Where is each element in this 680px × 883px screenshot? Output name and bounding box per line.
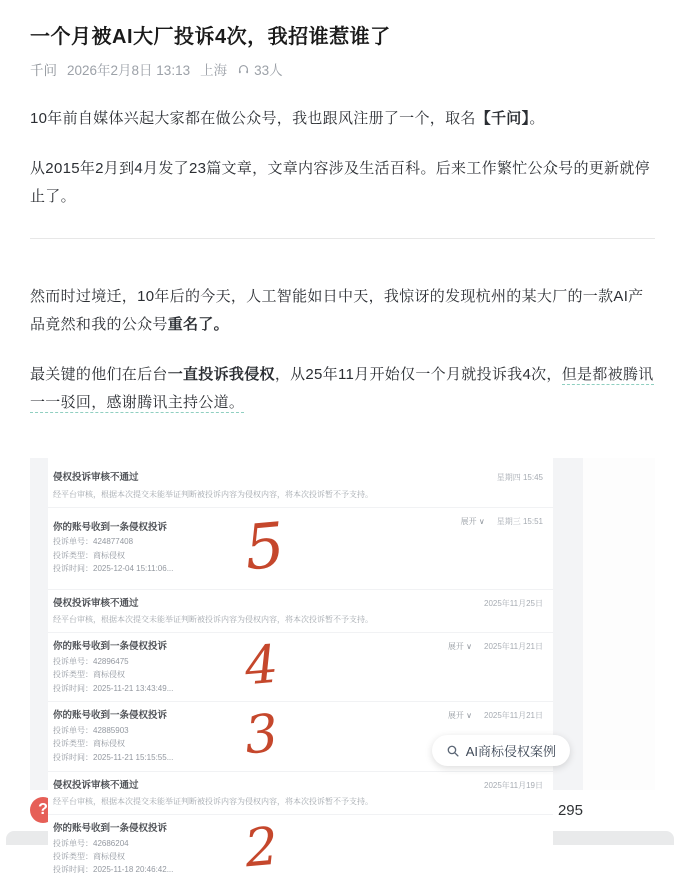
notification-title: 你的账号收到一条侵权投诉 (53, 521, 168, 533)
notification-complaint (48, 632, 553, 701)
article-meta (30, 59, 655, 79)
headphone-icon (237, 63, 250, 76)
bold-text: 重名了。 (167, 316, 229, 333)
notification-complaint (48, 814, 553, 883)
notification-desc: 经平台审核，根据本次提交未能举证判断被投诉内容为侵权内容，将本次投诉暂不予支持。 (53, 796, 373, 806)
paragraph-1 (30, 105, 655, 133)
screenshot-left-gutter (30, 458, 48, 790)
handwritten-number-3: 3 (242, 704, 281, 767)
notification-reject (48, 589, 553, 632)
paragraph-3 (30, 283, 655, 339)
complaint-number: 投诉单号：424877408 (53, 537, 134, 547)
notification-desc: 经平台审核，根据本次提交未能举证判断被投诉内容为侵权内容，将本次投诉暂不予支持。 (53, 489, 373, 499)
author-name[interactable]: 千问 (30, 63, 57, 78)
publish-location: 上海 (200, 63, 228, 78)
notification-title: 侵权投诉审核不通过 (53, 779, 139, 791)
complaint-type: 投诉类型：商标侵权 (53, 852, 125, 862)
complaint-time: 投诉时间：2025-11-21 13:43:49... (53, 683, 174, 693)
complaint-number: 投诉单号：42686204 (53, 838, 129, 848)
notification-desc: 经平台审核，根据本次提交未能举证判断被投诉内容为侵权内容，将本次投诉暂不予支持。 (53, 615, 373, 625)
paragraph-text: 10年前自媒体兴起大家都在做公众号，我也跟风注册了一个，取名 (30, 110, 476, 127)
complaint-type: 投诉类型：商标侵权 (53, 670, 125, 680)
complaint-type: 投诉类型：商标侵权 (53, 550, 125, 560)
notification-date: 2025年11月25日 (484, 598, 543, 608)
underlined-text: 但是都被腾讯一一驳回，感谢腾讯主持公道。 (30, 365, 654, 411)
notification-complaint (48, 507, 553, 589)
notification-reject (48, 771, 553, 814)
notification-date: 星期三 15:51 (496, 516, 543, 526)
notification-date: 2025年11月21日 (484, 711, 543, 721)
search-icon (446, 744, 460, 758)
expand-link: 展开 ∨ (447, 642, 472, 652)
paragraph-text: 。 (529, 110, 545, 127)
complaint-time: 投诉时间：2025-12-04 15:11:06... (53, 564, 174, 574)
complaint-number: 投诉单号：42896475 (53, 657, 129, 667)
notification-date: 2025年11月21日 (484, 642, 543, 652)
notification-list (48, 458, 553, 883)
notification-title: 侵权投诉审核不通过 (53, 472, 139, 484)
publish-date: 2026年2月8日 13:13 (67, 63, 191, 78)
notification-title: 你的账号收到一条侵权投诉 (53, 641, 168, 653)
bold-text: 【千问】 (475, 110, 530, 127)
handwritten-number-2: 2 (242, 816, 281, 880)
expand-link: 展开 ∨ (460, 516, 485, 526)
watermark-search-pill (432, 735, 570, 766)
expand-link: 展开 ∨ (447, 711, 472, 721)
handwritten-number-5: 5 (241, 508, 288, 585)
audience-count-group (237, 59, 283, 79)
paragraph-text: 最关键的他们在后台 (30, 365, 168, 383)
complaint-type: 投诉类型：商标侵权 (53, 739, 125, 749)
paragraph-text: 然而时过境迁，10年后的今天，人工智能如日中天，我惊讶的发现杭州的某大厂的一款AI产品竟然和我的公众号 (30, 288, 644, 333)
notification-date: 星期四 15:45 (496, 473, 543, 483)
avatar[interactable]: ? (30, 797, 56, 823)
notification-title: 你的账号收到一条侵权投诉 (53, 822, 168, 834)
section-divider (30, 238, 655, 239)
paragraph-text: ，从25年11月开始仅一个月就投诉我4次， (274, 365, 562, 383)
paragraph-2: 从2015年2月到4月发了23篇文章，文章内容涉及生活百科。后来工作繁忙公众号的更新就停止了。 (30, 159, 650, 205)
complaint-number: 投诉单号：42885903 (53, 726, 129, 736)
paragraph-4 (30, 361, 655, 417)
page-title: 一个月被AI大厂投诉4次，我招谁惹谁了 (30, 26, 391, 48)
notification-title: 你的账号收到一条侵权投诉 (53, 710, 168, 722)
complaint-time: 投诉时间：2025-11-18 20:46:42... (53, 865, 174, 875)
notification-date: 2025年11月19日 (484, 780, 543, 790)
complaint-time: 投诉时间：2025-11-21 15:15:55... (53, 752, 174, 762)
notification-title: 侵权投诉审核不通过 (53, 597, 139, 609)
bold-text: 一直投诉我侵权 (167, 365, 275, 383)
watermark-label: AI商标侵权案例 (465, 744, 556, 760)
handwritten-number-4: 4 (242, 634, 281, 698)
notification-reject (48, 464, 553, 506)
comment-count: 295 (557, 801, 583, 819)
audience-count: 33人 (254, 63, 283, 78)
